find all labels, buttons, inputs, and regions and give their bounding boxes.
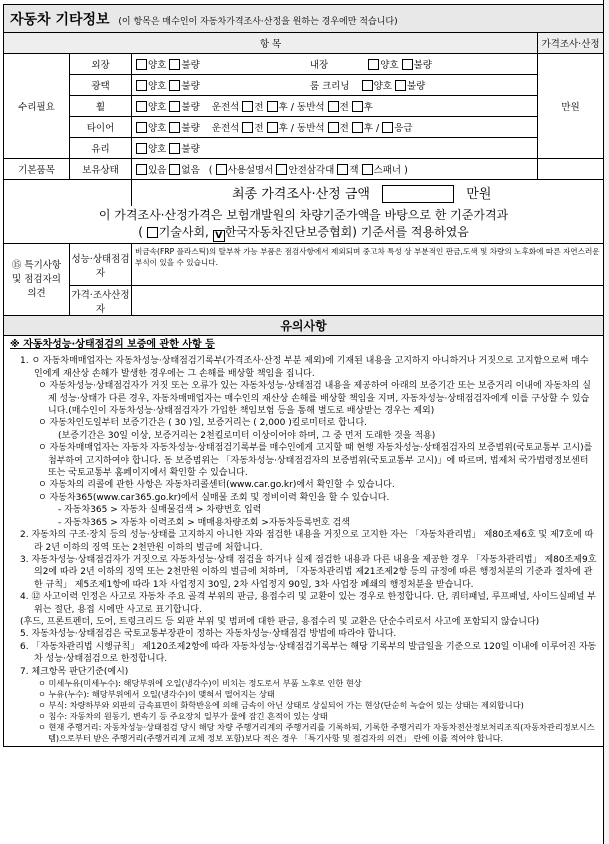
- option-label: 있음: [148, 165, 167, 176]
- notice-item: (보증기간은 30일 이상, 보증거리는 2천킬로미터 이상이어야 하며, 그 중 먼저 도래한 것을 적용): [58, 430, 436, 441]
- notice-item: ㅇ 자동차인도일부터 보증기간은 ( 30 )일, 보증거리는 ( 2,000 )킬로미터로 합니다.: [38, 418, 368, 429]
- section-subtitle: (이 항목은 매수인이 자동차가격조사·산정을 원하는 경우에만 적습니다): [118, 16, 398, 27]
- notice-item: - 자동차365 > 자동차 실매물검색 > 차량번호 입력: [58, 505, 262, 516]
- repair-item-name: 광택: [70, 75, 132, 96]
- notice-item: 6. 「자동차관리법 시행규칙」 제120조제2항에 따라 자동차성능·상태점검기록부는 해당 기록부의 발급일을 기준으로 120일 이내에 이루어진 자동차 성능·상태점검으로 한정합니다.: [20, 641, 597, 665]
- blank-cell: [538, 180, 604, 206]
- notice-item: 1. ㅇ 자동차매매업자는 자동차성능·상태점검기록부(가격조사·산정 부분 제외)에 기재된 내용을 고지하지 아니하거나 거짓으로 고지함으로써 매수인에게 재산상 손해가 발생한 경우에는 그 손해를 배상할 책임을 집니다.: [20, 356, 589, 379]
- option-label: 전: [254, 123, 264, 134]
- position-checkbox[interactable]: [267, 122, 278, 133]
- notice-item: - 자동차365 > 자동차 이력조회 > 매매용차량조회 >자동차등록번호 검색: [58, 517, 350, 528]
- standard-statement: [4, 206, 604, 244]
- option-label: 전: [254, 102, 264, 113]
- none-checkbox[interactable]: [169, 164, 180, 175]
- paren-open: (: [138, 224, 147, 239]
- notice-item: 5. 자동차성능·상태점검은 국토교통부장관이 정하는 자동차성능·상태점검 방법에 따라야 합니다.: [20, 629, 397, 640]
- notice-item: ㅇ 누유(누수): 해당부위에서 오일(냉각수)이 맺혀서 떨어지는 상태: [38, 688, 275, 699]
- position-checkbox[interactable]: [267, 101, 278, 112]
- basic-item-name: 보유상태: [70, 159, 132, 180]
- option-label: 후 / 동반석: [278, 102, 325, 113]
- item-header: 항 목: [4, 33, 538, 54]
- standard-line-2: [4, 224, 603, 242]
- spanner-checkbox[interactable]: [362, 164, 373, 175]
- bad-checkbox[interactable]: [169, 143, 180, 154]
- final-price-unit: 만원: [466, 186, 492, 202]
- price-cell: [538, 159, 604, 180]
- manual-checkbox[interactable]: [216, 164, 227, 175]
- option-label: 후 / 동반석: [278, 123, 325, 134]
- option-label: 불량: [181, 102, 200, 113]
- option-label: 불량: [413, 60, 432, 71]
- bad-checkbox[interactable]: [169, 80, 180, 91]
- notice-item: ㅇ 자동차매매업자는 자동차 자동차성능·상태점검기록부를 매수인에게 고지할 때 현행 자동차성능·상태점검자의 보증범위(국토교통부 고시)를 첨부하여 고지하여야 합니다. 동 보증범위는 「자동차성능·상태점검자의 보증범위(국토교통부 고시)」에 따르며, 법제처 국가법령정보센터 또는 국토교통부 홈페이지에서 확인할 수 있습니다.: [38, 443, 593, 479]
- repair-options: [132, 75, 538, 96]
- option-label: 스패너 ): [373, 165, 408, 176]
- option-label: 불량: [181, 123, 200, 134]
- repair-options: [132, 117, 538, 138]
- option-label: 전: [339, 102, 349, 113]
- good-checkbox[interactable]: [136, 59, 147, 70]
- good-checkbox[interactable]: [368, 59, 379, 70]
- repair-options: [132, 96, 538, 117]
- inspector-opinion: 비금속(FRP 플라스틱)의 탈부착 가능 부품은 점검사항에서 제외되며 중고차 특성 상 부분적인 판금,도색 및 차량의 노후화에 따른 자연스러운 부식이 있을 수 있습니다.: [132, 244, 604, 286]
- option-label: 안전삼각대: [288, 165, 335, 176]
- option-label: 양호: [148, 60, 167, 71]
- blank-cell: [4, 180, 132, 206]
- option-label: 후: [363, 102, 373, 113]
- notice-item: 4. ⑫ 사고이력 인정은 사고로 자동차 주요 골격 부위의 판금, 용접수리 및 교환이 있는 경우로 한정합니다. 단, 쿼터패널, 루프패널, 사이드실패널 부위는 절단, 용접 시에만 사고로 표기합니다.: [20, 592, 596, 615]
- notice-item: (후드, 프론트펜더, 도어, 트렁크리드 등 외판 부위 및 범퍼에 대한 판금, 용접수리 및 교환은 단순수리로서 사고에 포함되지 않습니다): [20, 616, 540, 627]
- option-label: 양호: [148, 81, 167, 92]
- inspection-form: [3, 4, 603, 747]
- kadia-checkbox-checked[interactable]: V: [213, 230, 225, 242]
- notice-item: 2. 자동차의 구조·장치 등의 성능·상태를 고지하지 아니한 자와 점검한 내용을 거짓으로 고지한 자는 「자동차관리법」 제80조제6호 및 제7호에 따라 2년 이하의 징역 또는 2천만원 이하의 벌금에 처합니다.: [20, 530, 594, 553]
- repair-item-name-2: 룸 크리닝: [309, 81, 350, 92]
- notice-title: 유의사항: [4, 316, 604, 336]
- notice-list: [10, 355, 597, 744]
- bad-checkbox[interactable]: [169, 122, 180, 133]
- repair-item-name: 외장: [70, 54, 132, 75]
- good-checkbox[interactable]: [136, 143, 147, 154]
- appraiser-label: 가격·조사산정자: [70, 286, 132, 316]
- notice-item: ㅇ 침수: 자동차의 원동기, 변속기 등 주요장치 일부가 물에 잠긴 흔적이 있는 상태: [38, 710, 328, 721]
- good-checkbox[interactable]: [362, 80, 373, 91]
- notice-subtitle: ※ 자동차성능·상태점검의 보증에 관한 사항 등: [10, 339, 215, 350]
- tech-society-checkbox[interactable]: [147, 227, 158, 238]
- option-label: 기술사회,: [158, 224, 209, 239]
- repair-options: [132, 54, 538, 75]
- repair-options: [132, 138, 538, 159]
- option-label: 양호: [380, 60, 399, 71]
- position-checkbox[interactable]: [352, 101, 363, 112]
- bad-checkbox[interactable]: [402, 59, 413, 70]
- final-price-row: [132, 180, 538, 206]
- option-label: 한국자동차진단보증협회: [224, 224, 353, 239]
- option-label: 사용설명서: [227, 165, 274, 176]
- repair-item-name: 유리: [70, 138, 132, 159]
- price-unit: 만원: [538, 54, 604, 159]
- appraiser-opinion: [132, 286, 604, 316]
- option-label: 후 /: [363, 123, 380, 134]
- special-notes-label: ⑮ 특기사항 및 점검자의 의견: [4, 244, 70, 316]
- adjacent-page-edge: [603, 0, 609, 844]
- inspector-label: 성능·상태점검자: [70, 244, 132, 286]
- position-checkbox[interactable]: [242, 122, 253, 133]
- option-label: 양호: [148, 123, 167, 134]
- notice-item: ㅇ 부식: 차량하부와 외판의 금속표면이 화학반응에 의해 금속이 아닌 상태로 상실되어 가는 현상(단순히 녹슬어 있는 상태는 제외합니다): [38, 699, 524, 710]
- repair-item-name: 휠: [70, 96, 132, 117]
- basic-options: [132, 159, 538, 180]
- other-info-table: [3, 4, 604, 747]
- position-checkbox[interactable]: [328, 122, 339, 133]
- position-checkbox[interactable]: [328, 101, 339, 112]
- triangle-checkbox[interactable]: [276, 164, 287, 175]
- paren-open: (: [208, 165, 216, 176]
- position-checkbox[interactable]: [242, 101, 253, 112]
- basic-label: 기본품목: [4, 159, 70, 180]
- option-label: 양호: [148, 144, 167, 155]
- option-label: 불량: [181, 60, 200, 71]
- repair-label: 수리필요: [4, 54, 70, 159]
- standard-suffix: ) 기준서를 적용하였음: [352, 224, 469, 239]
- good-checkbox[interactable]: [136, 101, 147, 112]
- good-checkbox[interactable]: [136, 122, 147, 133]
- option-label: 불량: [407, 81, 426, 92]
- option-label: 양호: [148, 102, 167, 113]
- position-checkbox[interactable]: [352, 122, 363, 133]
- option-label: 양호: [373, 81, 392, 92]
- option-label: 없음: [181, 165, 200, 176]
- good-checkbox[interactable]: [136, 80, 147, 91]
- notice-item: 7. 체크항목 판단기준(예시): [20, 666, 129, 677]
- option-label: 불량: [181, 144, 200, 155]
- bad-checkbox[interactable]: [169, 101, 180, 112]
- option-label: 전: [339, 123, 349, 134]
- standard-line-1: 이 가격조사·산정가격은 보험개발원의 차량기준가액을 바탕으로 한 기준가격과: [98, 207, 509, 222]
- notice-item: ㅇ 자동차365(www.car365.go.kr)에서 실매물 조회 및 정비이력 확인을 할 수 있습니다.: [38, 492, 390, 503]
- bad-checkbox[interactable]: [169, 59, 180, 70]
- emergency-checkbox[interactable]: [382, 122, 393, 133]
- position-label: 운전석: [211, 102, 240, 113]
- notice-item: ㅇ 미세누유(미세누수): 해당부위에 오일(냉각수)이 비치는 정도로서 부품 노후로 인한 현상: [38, 677, 362, 688]
- option-label: 응급: [394, 123, 413, 134]
- final-price-label: 최종 가격조사·산정 금액: [232, 186, 370, 202]
- repair-item-name-2: 내장: [309, 60, 329, 71]
- price-header: 가격조사·산정: [538, 33, 604, 54]
- repair-item-name: 타이어: [70, 117, 132, 138]
- notice-item: ㅇ 자동차성능·상태점검자가 거짓 또는 오류가 있는 자동차성능·상태점검 내용을 제공하여 아래의 보증기간 또는 보증거리 이내에 자동차의 실제 성능·상태가 다른 경우, 자동차매매업자는 매수인의 재산상 손해를 배상할 책임을 지며, 자동차성능·상태점검자에게 이를 구상할 수 있습니다.(매수인이 자동차성능·상태점검자가 가입한 책임보험 등을 통해 별도로 배상받는 경우는 제외): [38, 381, 591, 417]
- notice-item: ㅇ 현재 주행거리: 자동차성능·상태점검 당시 해당 차량 주행거리계의 주행거리를 기록하되, 기록한 주행거리가 자동차전산정보처리조직(자동차관리정보시스템)으로부터 받은 주행거리(주행거리계 교체 정보 포함)보다 적은 경우 「특기사항 및 점검자의 의견」 란에 이를 적어야 합니다.: [38, 721, 595, 743]
- notice-body: [4, 336, 604, 747]
- notice-item: 3. 자동차성능·상태점검자가 거짓으로 자동차성능·상태 점검을 하거나 실제 점검한 내용과 다른 내용을 제공한 경우 「자동차관리법」 제80조제9호의2에 따라 2년 이하의 징역 또는 2천만원 이하의 벌금에 처하며, 「자동차관리법 제21조제2항 등의 규정에 따른 행정처분의 기준과 절차에 관한 규칙」 제5조제1항에 따라 1차 사업정지 30일, 2차 사업정지 90일, 3차 사업장 폐쇄의 행정처분을 받습니다.: [20, 554, 597, 590]
- notice-item: ㅇ 자동차의 리콜에 관한 사항은 자동차리콜센터(www.car.go.kr)에서 확인할 수 있습니다.: [38, 480, 395, 491]
- final-price-input[interactable]: [382, 185, 454, 203]
- option-label: 잭: [349, 165, 359, 176]
- section-title: 자동차 기타정보: [10, 11, 110, 28]
- position-label: 운전석: [211, 123, 240, 134]
- jack-checkbox[interactable]: [337, 164, 348, 175]
- bad-checkbox[interactable]: [395, 80, 406, 91]
- section-header: [4, 5, 604, 33]
- option-label: 불량: [181, 81, 200, 92]
- have-checkbox[interactable]: [136, 164, 147, 175]
